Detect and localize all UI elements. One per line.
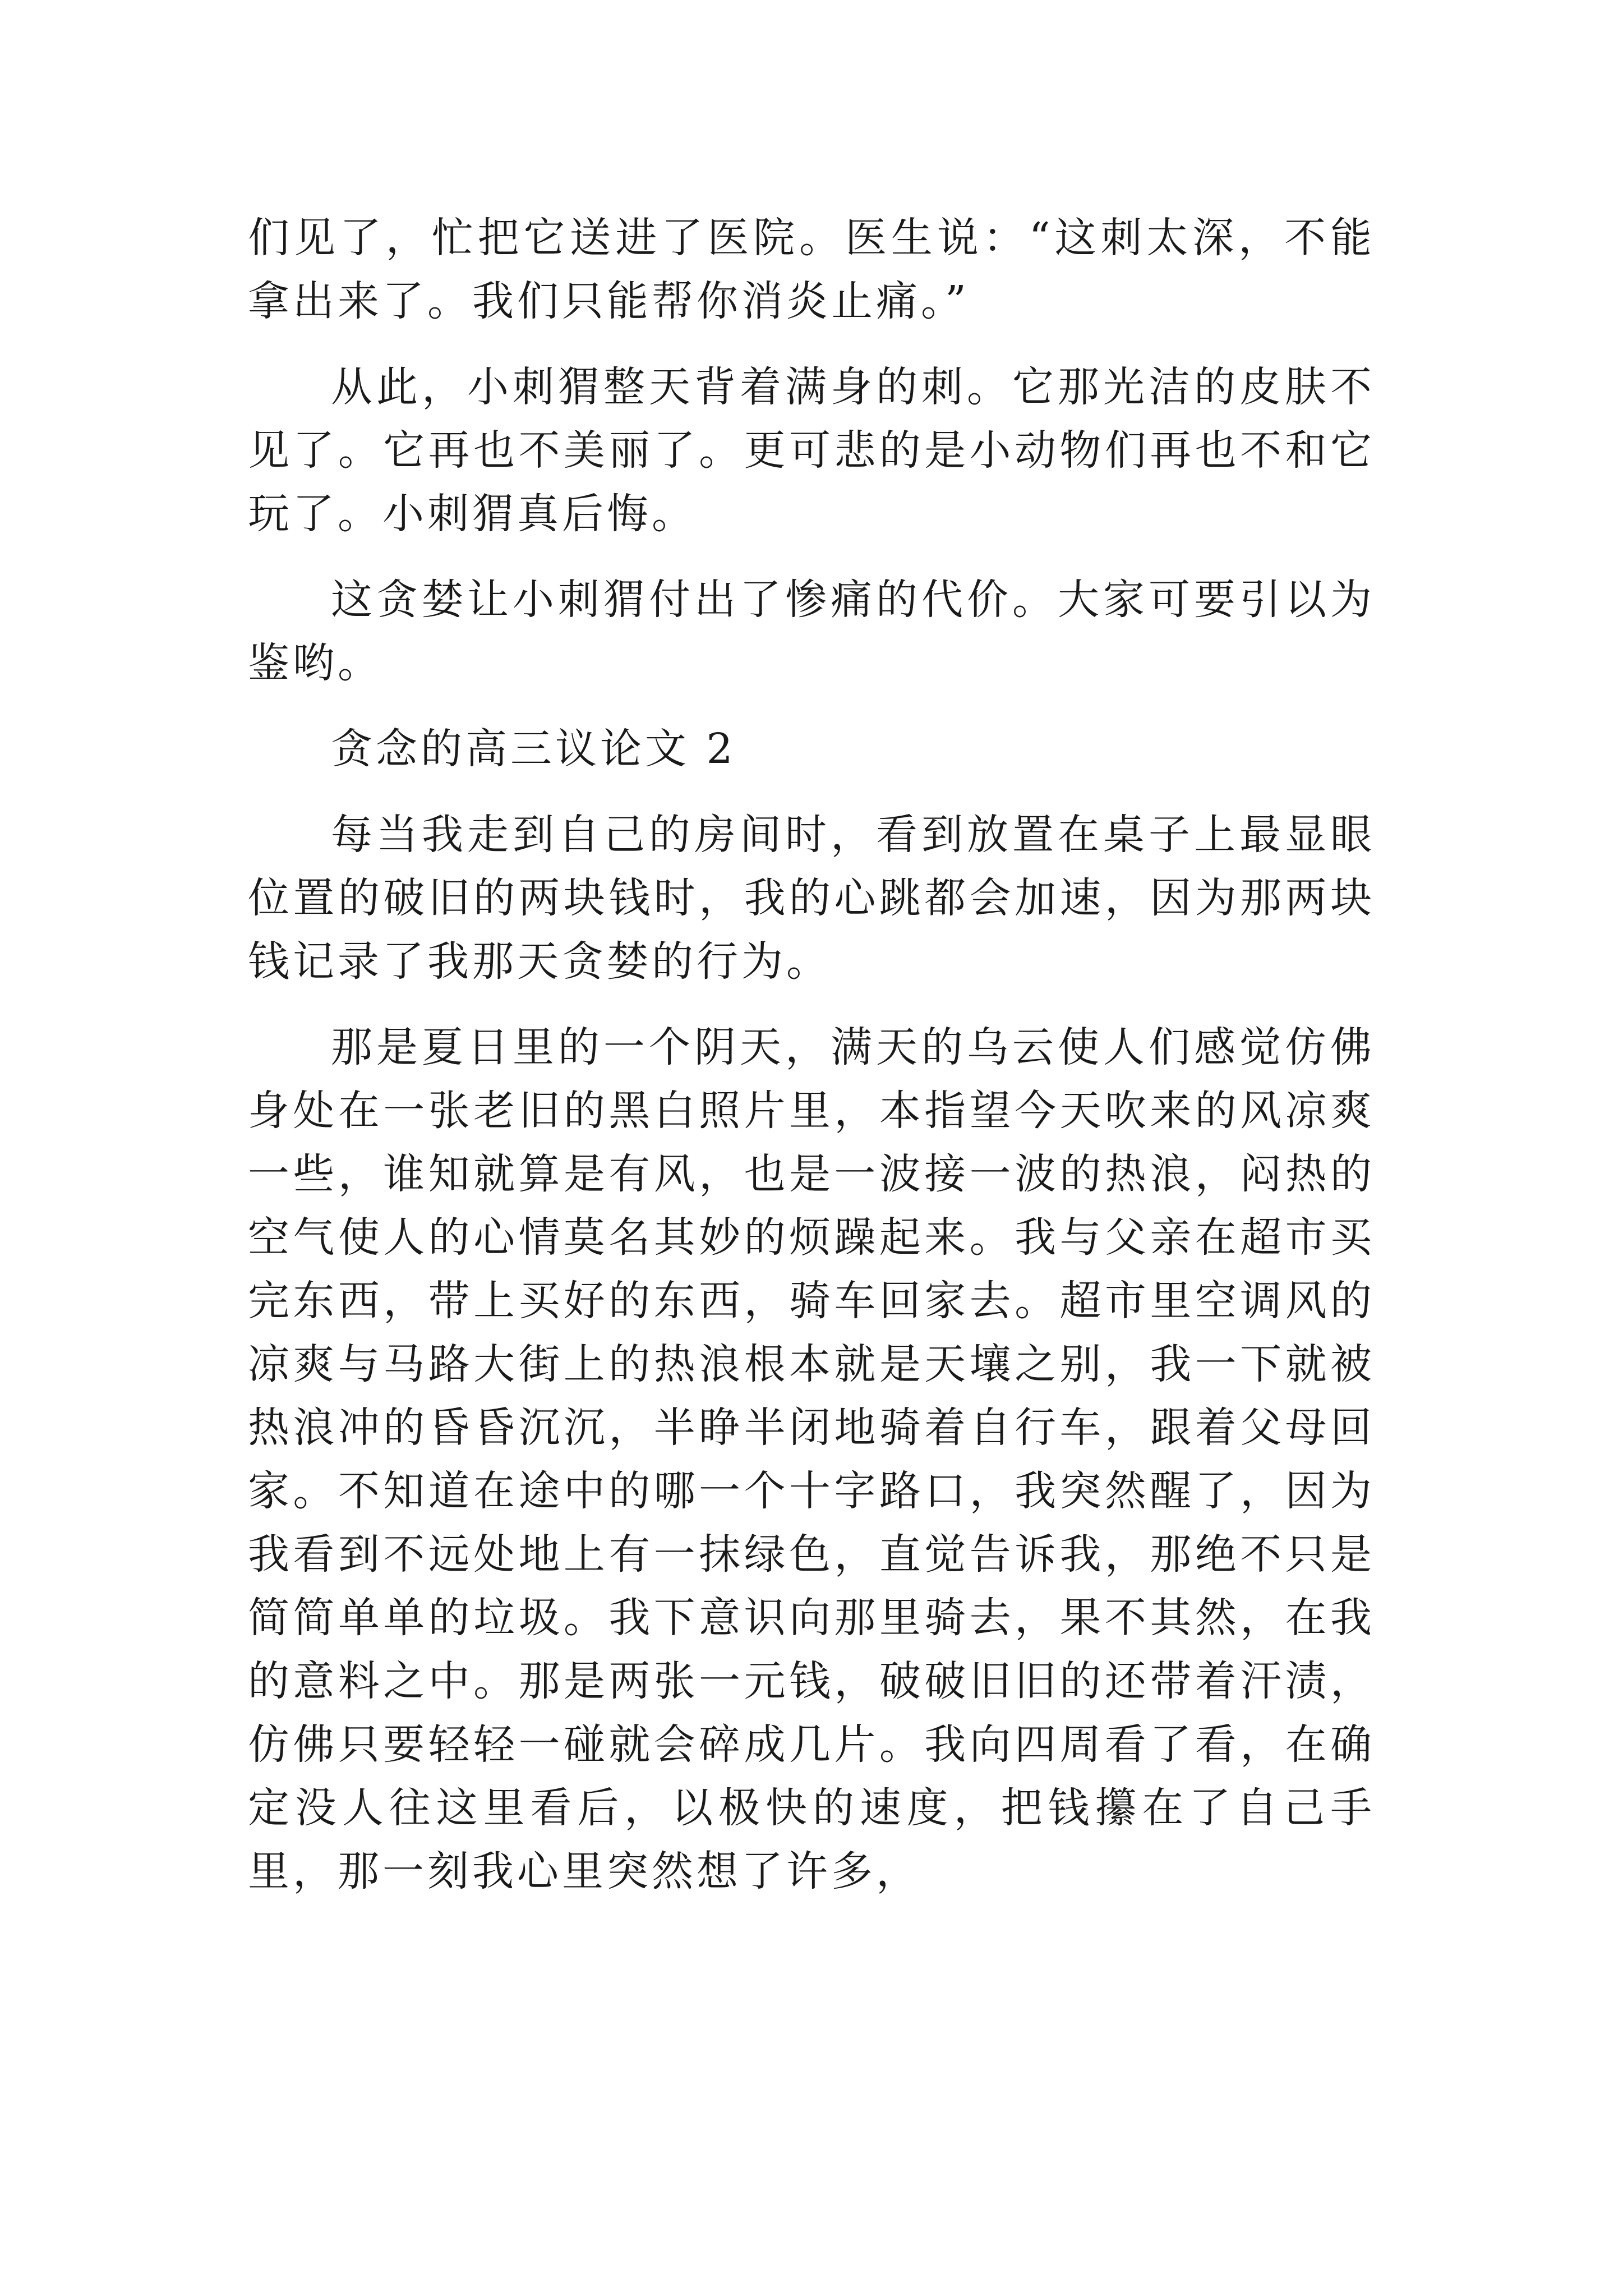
paragraph-5: 那是夏日里的一个阴天，满天的乌云使人们感觉仿佛身处在一张老旧的黑白照片里，本指望今天吹来的风凉爽一些，谁知就算是有风，也是一波接一波的热浪，闷热的空气使人的心情莫名其妙的烦躁起来。我与父亲在超市买完东西，带上买好的东西，骑车回家去。超市里空调风的凉爽与马路大街上的热浪根本就是天壤之别，我一下就被热浪冲的昏昏沉沉，半睁半闭地骑着自行车，跟着父母回家。不知道在途中的哪一个十字路口，我突然醒了，因为我看到不远处地上有一抹绿色，直觉告诉我，那绝不只是简简单单的垃圾。我下意识向那里骑去，果不其然，在我的意料之中。那是两张一元钱，破破旧旧的还带着汗渍，仿佛只要轻轻一碰就会碎成几片。我向四周看了看，在确定没人往这里看后，以极快的速度，把钱攥在了自己手里，那一刻我心里突然想了许多， — [248, 1023, 1375, 1895]
paragraph-2: 从此，小刺猬整天背着满身的刺。它那光洁的皮肤不见了。它再也不美丽了。更可悲的是小动物们再也不和它玩了。小刺猬真后悔。 — [248, 363, 1375, 538]
paragraph-3: 这贪婪让小刺猬付出了惨痛的代价。大家可要引以为鉴哟。 — [248, 576, 1375, 687]
paragraph-4: 每当我走到自己的房间时，看到放置在桌子上最显眼位置的破旧的两块钱时，我的心跳都会加速，因为那两块钱记录了我那天贪婪的行为。 — [248, 811, 1375, 986]
paragraph-1: 们见了，忙把它送进了医院。医生说：“这刺太深，不能拿出来了。我们只能帮你消炎止痛。” — [248, 214, 1375, 325]
document-body — [248, 206, 1375, 1926]
section-heading: 贪念的高三议论文 2 — [331, 725, 736, 773]
